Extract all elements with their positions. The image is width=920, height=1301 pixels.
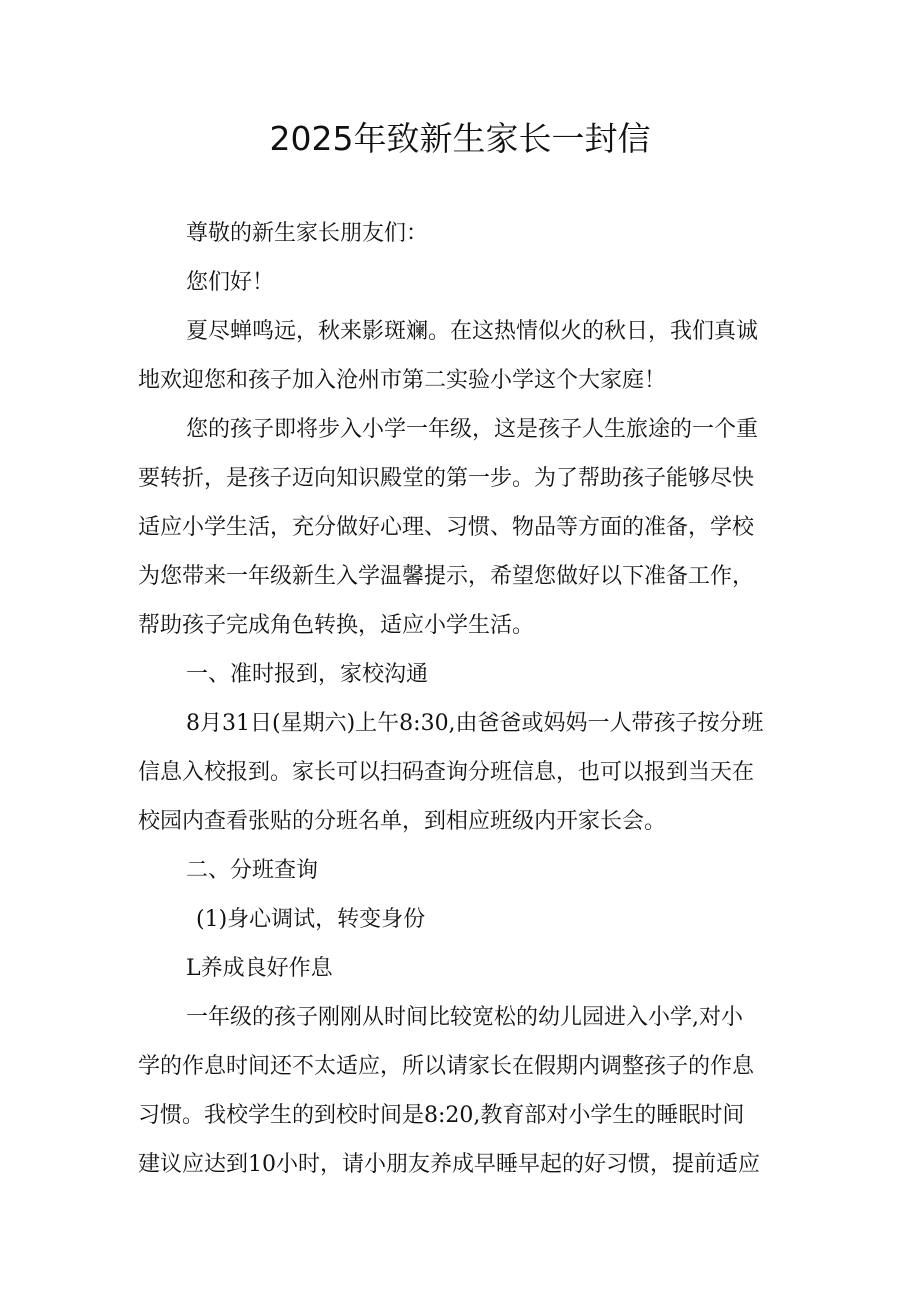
paragraph-line: 建议应达到10小时，请小朋友养成早睡早起的好习惯，提前适应 xyxy=(138,1152,760,1177)
section-heading: 一、准时报到，家校沟通 xyxy=(186,662,429,687)
section-heading: 二、分班查询 xyxy=(186,858,319,883)
paragraph-line: 为您带来一年级新生入学温馨提示，希望您做好以下准备工作， xyxy=(138,564,755,589)
paragraph-line: 8月31日(星期六)上午8:30,由爸爸或妈妈一人带孩子按分班 xyxy=(186,711,764,736)
paragraph-line: 您的孩子即将步入小学一年级，这是孩子人生旅途的一个重 xyxy=(186,417,759,442)
paragraph-line: 一年级的孩子刚刚从时间比较宽松的幼儿园进入小学,对小 xyxy=(186,1005,743,1030)
paragraph-line: 适应小学生活，充分做好心理、习惯、物品等方面的准备，学校 xyxy=(138,515,755,540)
salutation: 尊敬的新生家长朋友们： xyxy=(186,221,429,246)
paragraph-line: 习惯。我校学生的到校时间是8:20,教育部对小学生的睡眠时间 xyxy=(138,1103,745,1128)
item-heading: L养成良好作息 xyxy=(186,956,333,981)
paragraph-line: 地欢迎您和孩子加入沧州市第二实验小学这个大家庭！ xyxy=(138,368,667,393)
paragraph-line: 校园内查看张贴的分班名单，到相应班级内开家长会。 xyxy=(138,809,667,834)
paragraph-line: 帮助孩子完成角色转换，适应小学生活。 xyxy=(138,613,535,638)
paragraph-line: 学的作息时间还不太适应，所以请家长在假期内调整孩子的作息 xyxy=(138,1054,755,1079)
paragraph-line: 夏尽蝉鸣远，秋来影斑斓。在这热情似火的秋日，我们真诚 xyxy=(186,319,759,344)
document-title: 2025年致新生家长一封信 xyxy=(269,119,651,158)
paragraph-line: 信息入校报到。家长可以扫码查询分班信息，也可以报到当天在 xyxy=(138,760,755,785)
paragraph-line: 要转折，是孩子迈向知识殿堂的第一步。为了帮助孩子能够尽快 xyxy=(138,466,755,491)
subsection-heading: (1)身心调试，转变身份 xyxy=(196,907,426,932)
greeting: 您们好！ xyxy=(186,270,275,295)
